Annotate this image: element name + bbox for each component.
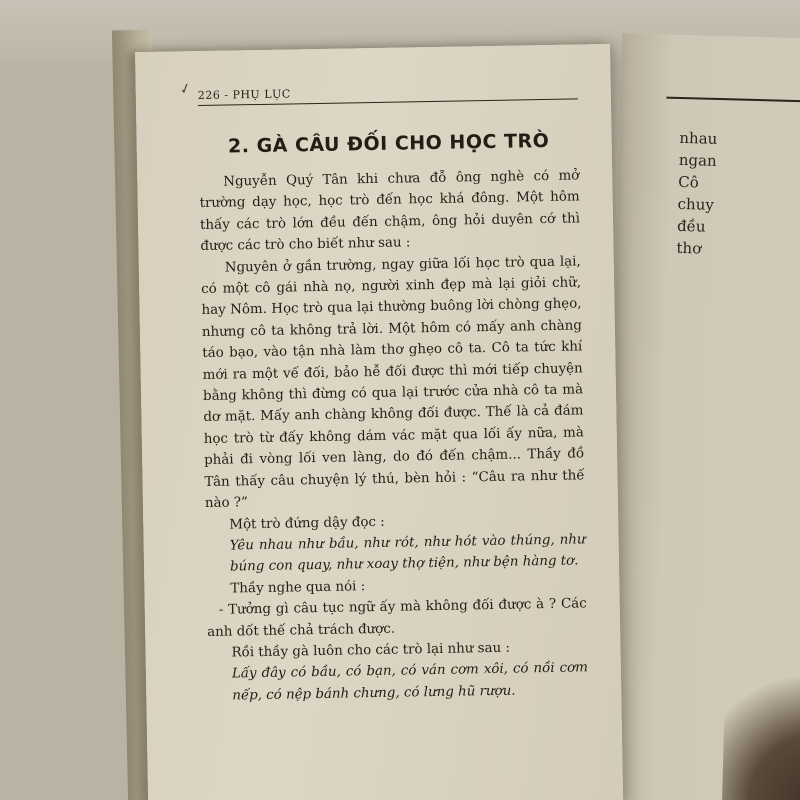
verse-answer: Lấy đây có bầu, có bạn, có ván cơm xôi, có nồi cơm nếp, có nệp bánh chưng, có lưng hũ rượu. <box>231 660 588 704</box>
right-line: chuy <box>677 194 715 214</box>
shadow-corner <box>721 656 800 800</box>
right-page <box>602 33 800 800</box>
right-line: Cô <box>678 172 699 192</box>
paragraph: Nguyễn Quý Tân khi chưa đỗ ông nghè có mở trường dạy học, học trò đến học khá đông. Một hôm thấy các trò lớn đều đến chậm, ông hỏi duyên cớ thì được các trò cho biết như sau : <box>199 168 581 255</box>
right-line: thơ <box>676 238 702 258</box>
paragraph: Nguyên ở gần trường, ngay giữa lối học trò qua lại, có một cô gái nhà nọ, người xinh đẹp mà lại giỏi chữ, hay Nôm. Học trò qua lại thường buông lời chòng ghẹo, nhưng cô ta không trả lời. Một hôm có mấy anh chàng táo bạo, vào tận nhà làm thơ ghẹo cô ta. Cô ta tức khí mới ra một vế đối, bảo hễ đối được thì mới tiếp chuyện bằng không thì đừng có qua lại trước cửa nhà cô ta mà dơ mặt. Mấy anh chàng không đối được. Thế là cả đám học trò từ đấy không dám vác mặt qua lối ấy nữa, mà phải đi vòng lối ven làng, do đó đến chậm... Thầy đồ Tân thấy câu chuyện lý thú, bèn hỏi : “Câu ra như thế nào ?” <box>201 254 585 512</box>
paragraph: Một trò đứng dậy đọc : <box>229 514 385 533</box>
verse-riddle: Yêu nhau như bầu, như rót, như hót vào thúng, như búng con quay, như xoay thợ tiện, như bện hàng tơ. <box>229 532 586 575</box>
right-line: đều <box>676 216 706 236</box>
right-line: nhau <box>679 128 718 148</box>
section-title: 2. GÀ CÂU ĐỐI CHO HỌC TRÒ <box>227 129 550 158</box>
body-text <box>199 165 588 707</box>
page-content <box>177 79 589 707</box>
paragraph: Thầy nghe qua nói : <box>230 578 366 597</box>
running-head: 226 - PHỤ LỤC <box>198 82 578 106</box>
pencil-mark: ✓ <box>177 79 194 99</box>
right-page-header-rule <box>666 97 800 104</box>
left-page <box>135 44 623 800</box>
right-page-text <box>676 127 717 260</box>
paragraph: Rồi thầy gà luôn cho các trò lại như sau : <box>231 640 511 661</box>
dialogue-line: - Tưởng gì câu tục ngữ ấy mà không đối được à ? Các anh dốt thế chả trách được. <box>207 596 587 640</box>
right-line: ngan <box>678 150 717 170</box>
